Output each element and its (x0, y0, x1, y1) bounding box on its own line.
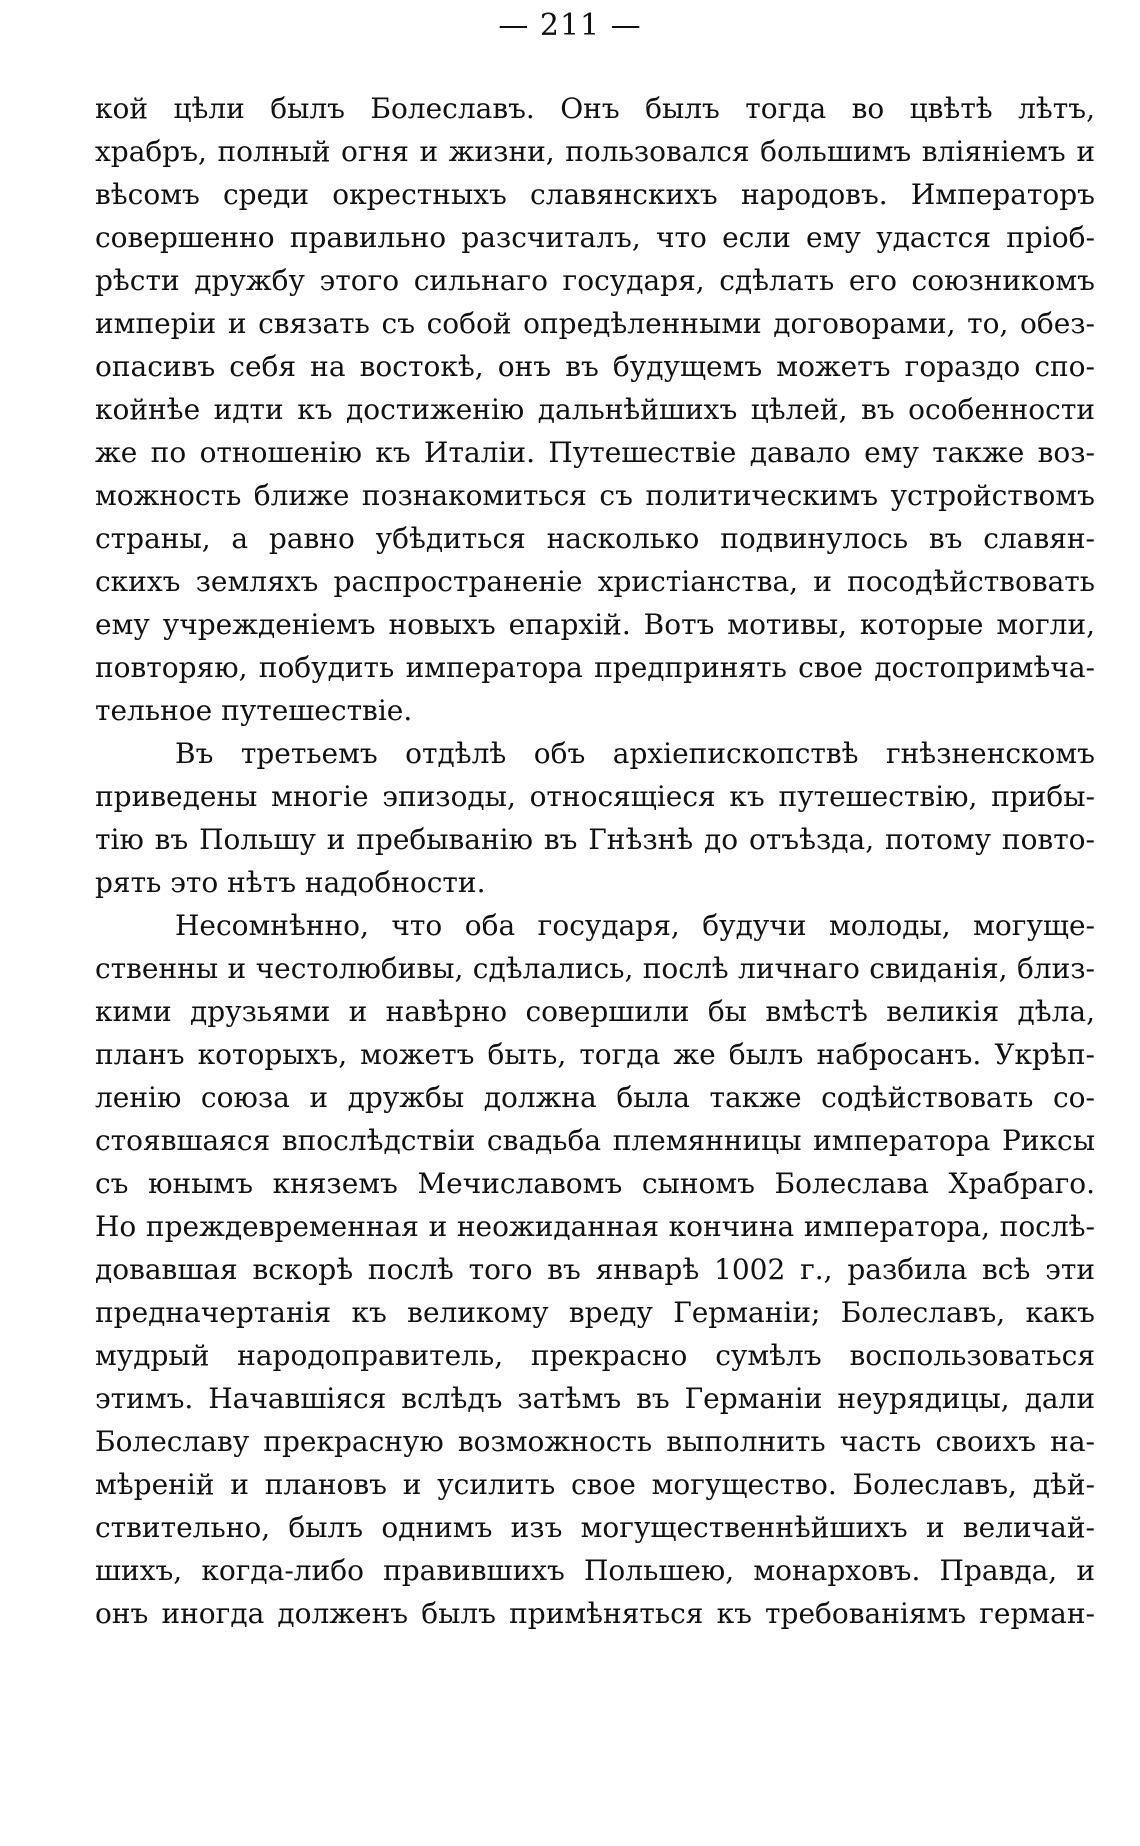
text-line: можность ближе познакомиться съ политическимъ устройствомъ (95, 479, 1095, 512)
text-line: Несомнѣнно, что оба государя, будучи молоды, могуще- (175, 909, 1095, 942)
text-line: ему учрежденіемъ новыхъ епархій. Вотъ мотивы, которые могли, (95, 608, 1095, 641)
text-line: рѣсти дружбу этого сильнаго государя, сдѣлать его союзникомъ (95, 264, 1095, 297)
page-number: — 211 — (498, 8, 642, 43)
text-line: тельное путешествіе. (95, 694, 413, 727)
text-line: предначертанія къ великому вреду Германіи; Болеславъ, какъ (95, 1296, 1095, 1329)
text-line: Но преждевременная и неожиданная кончина императора, послѣ- (95, 1210, 1095, 1243)
text-line: планъ которыхъ, можетъ быть, тогда же былъ набросанъ. Укрѣп- (95, 1038, 1095, 1071)
text-line: койнѣе идти къ достиженію дальнѣйшихъ цѣлей, въ особенности (95, 393, 1095, 426)
paragraph-2 (95, 732, 1095, 904)
text-line: довавшая вскорѣ послѣ того въ январѣ 1002 г., разбила всѣ эти (95, 1253, 1095, 1286)
text-line: опасивъ себя на востокѣ, онъ въ будущемъ можетъ гораздо спо- (95, 350, 1095, 383)
text-line: Болеславу прекрасную возможность выполнить часть своихъ на- (95, 1425, 1095, 1458)
text-line: съ юнымъ княземъ Мечиславомъ сыномъ Болеслава Храбраго. (95, 1167, 1095, 1200)
text-line: же по отношенію къ Италіи. Путешествіе давало ему также воз- (95, 436, 1095, 469)
text-line: рять это нѣтъ надобности. (95, 866, 486, 899)
text-line: имперіи и связать съ собой опредѣленными договорами, то, обез- (95, 307, 1095, 340)
text-line: ствительно, былъ однимъ изъ могущественнѣйшихъ и величай- (95, 1511, 1095, 1544)
text-line: страны, а равно убѣдиться насколько подвинулось въ славян- (95, 522, 1095, 555)
text-line: онъ иногда долженъ былъ примѣняться къ требованіямъ герман- (95, 1597, 1095, 1630)
text-line: кими друзьями и навѣрно совершили бы вмѣстѣ великія дѣла, (95, 995, 1095, 1028)
text-line: скихъ земляхъ распространеніе христіанства, и посодѣйствовать (95, 565, 1095, 598)
text-line: совершенно правильно разсчиталъ, что если ему удастся пріоб- (95, 221, 1095, 254)
text-line: мудрый народоправитель, прекрасно сумѣлъ воспользоваться (95, 1339, 1095, 1372)
text-line: ственны и честолюбивы, сдѣлались, послѣ личнаго свиданія, близ- (95, 952, 1095, 985)
text-line: кой цѣли былъ Болеславъ. Онъ былъ тогда во цвѣтѣ лѣтъ, (95, 92, 1095, 125)
text-line: повторяю, побудить императора предпринять свое достопримѣча- (95, 651, 1095, 684)
text-line: вѣсомъ среди окрестныхъ славянскихъ народовъ. Императоръ (95, 178, 1095, 211)
text-line: шихъ, когда-либо правившихъ Польшею, монарховъ. Правда, и (95, 1554, 1095, 1587)
text-line: ленію союза и дружбы должна была также содѣйствовать со- (95, 1081, 1095, 1114)
text-line: мѣреній и плановъ и усилить свое могущество. Болеславъ, дѣй- (95, 1468, 1095, 1501)
text-line: приведены многіе эпизоды, относящіеся къ путешествію, прибы- (95, 780, 1095, 813)
text-line: тію въ Польшу и пребыванію въ Гнѣзнѣ до отъѣзда, потому повто- (95, 823, 1095, 856)
text-line: стоявшаяся впослѣдствіи свадьба племянницы императора Риксы (95, 1124, 1095, 1157)
text-line: этимъ. Начавшіяся вслѣдъ затѣмъ въ Германіи неурядицы, дали (95, 1382, 1095, 1415)
text-line: Въ третьемъ отдѣлѣ объ архіепископствѣ гнѣзненскомъ (175, 737, 1095, 770)
body-text (95, 87, 1095, 1635)
paragraph-1 (95, 87, 1095, 732)
text-line: храбръ, полный огня и жизни, пользовался большимъ вліяніемъ и (95, 135, 1095, 168)
paragraph-3 (95, 904, 1095, 1635)
